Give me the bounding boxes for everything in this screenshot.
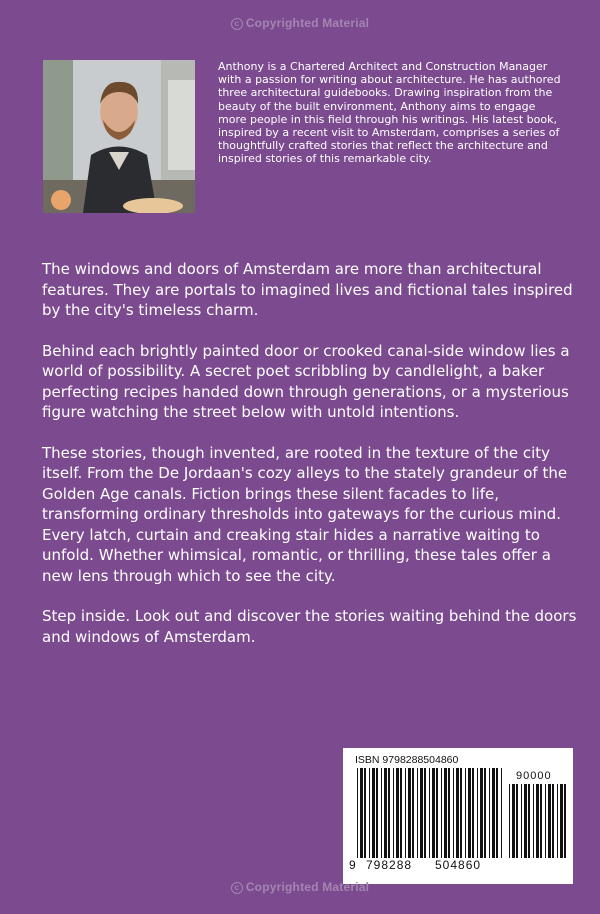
barcode-bar: [524, 784, 527, 858]
copyright-icon: c: [231, 882, 243, 894]
barcode-bar: [357, 768, 358, 858]
barcode-bar: [420, 768, 423, 858]
barcode-bar: [509, 784, 510, 858]
barcode-bar: [496, 768, 498, 858]
watermark-text: Copyrighted Material: [245, 880, 370, 894]
barcode-bar: [480, 768, 483, 858]
barcode-bar: [545, 784, 546, 858]
barcode-bar: [381, 768, 382, 858]
description-paragraph: Behind each brightly painted door or crooked canal-side window lies a world of possibility. A secret poet scribbling by candlelight, a baker perfecting recipes handed down through generations, or a mysterious figure watching the street below with untold intentions.: [42, 341, 570, 421]
barcode-bar: [489, 768, 490, 858]
description-paragraph: Step inside. Look out and discover the stories waiting behind the doors and windows of Amsterdam.: [42, 607, 577, 646]
barcode-bar: [477, 768, 478, 858]
barcode-bar: [436, 768, 438, 858]
barcode-bar: [405, 768, 406, 858]
barcode-bar: [372, 768, 375, 858]
barcode-bar: [384, 768, 387, 858]
barcode-bar: [512, 784, 515, 858]
barcode-bar: [564, 784, 566, 858]
barcode-bar: [460, 768, 462, 858]
author-bio: Anthony is a Chartered Architect and Construction Manager with a passion for writing about architecture. He has authored three architectural guidebooks. Drawing inspiration from the beauty of the built environment, Anthony aims to engage more people in this field through his writings. His latest book, inspired by a recent visit to Amsterdam, comprises a series of thoughtfully crafted stories that reflect the architecture and inspired stories of this remarkable city.: [218, 60, 561, 166]
copyright-watermark-top: [0, 16, 600, 30]
barcode-bar: [552, 784, 554, 858]
barcode-bar: [369, 768, 370, 858]
barcode-bar: [393, 768, 394, 858]
barcode-bar: [432, 768, 435, 858]
barcode-bar: [453, 768, 454, 858]
barcode-bar: [484, 768, 486, 858]
barcode-bar: [456, 768, 459, 858]
barcode-bar: [448, 768, 450, 858]
barcode-bar: [376, 768, 378, 858]
barcode-bar: [364, 768, 366, 858]
copyright-icon: c: [231, 18, 243, 30]
price-code: 90000: [516, 770, 552, 782]
barcode-digit-prefix: 9: [349, 858, 357, 872]
barcode-bar: [400, 768, 402, 858]
barcode-bar: [396, 768, 399, 858]
barcode-bar: [533, 784, 534, 858]
barcode-bar: [501, 768, 502, 858]
watermark-text: Copyrighted Material: [245, 16, 370, 30]
barcode-bar: [548, 784, 551, 858]
barcode-bar: [536, 784, 539, 858]
barcode-bar: [472, 768, 474, 858]
barcode-bar: [560, 784, 563, 858]
barcode-bar: [516, 784, 518, 858]
barcode-bar: [557, 784, 558, 858]
barcode-digit-group-2: 504860: [435, 858, 482, 872]
book-description: [42, 259, 577, 667]
barcode-bar: [528, 784, 530, 858]
barcode-bar: [388, 768, 390, 858]
isbn-label: ISBN 9798288504860: [355, 754, 459, 766]
barcode-bar: [417, 768, 418, 858]
isbn-barcode: [343, 748, 573, 884]
barcode-bar: [424, 768, 426, 858]
barcode-bar: [521, 784, 522, 858]
barcode-bar: [492, 768, 495, 858]
barcode-bar: [429, 768, 430, 858]
barcode-bar: [441, 768, 442, 858]
barcode-bar: [444, 768, 447, 858]
barcode-bar: [540, 784, 542, 858]
description-paragraph: These stories, though invented, are rooted in the texture of the city itself. From the De Jordaan's cozy alleys to the stately grandeur of the Golden Age canals. Fiction brings these silent facades to life, transforming ordinary thresholds into gateways for the curious mind. Every latch, curtain and creaking stair hides a narrative waiting to unfold. Whether whimsical, romantic, or thrilling, these tales offer a new lens through which to see the city.: [42, 443, 568, 585]
copyright-watermark-bottom: [0, 880, 600, 894]
barcode-bar: [408, 768, 411, 858]
barcode-bar: [412, 768, 414, 858]
barcode-digit-group-1: 798288: [366, 858, 413, 872]
barcode-bar: [468, 768, 471, 858]
barcode-bar: [360, 768, 363, 858]
barcode-bar: [465, 768, 466, 858]
description-paragraph: The windows and doors of Amsterdam are more than architectural features. They are portals to imagined lives and fictional tales inspired by the city's timeless charm.: [42, 260, 573, 319]
author-photo: [43, 60, 195, 213]
